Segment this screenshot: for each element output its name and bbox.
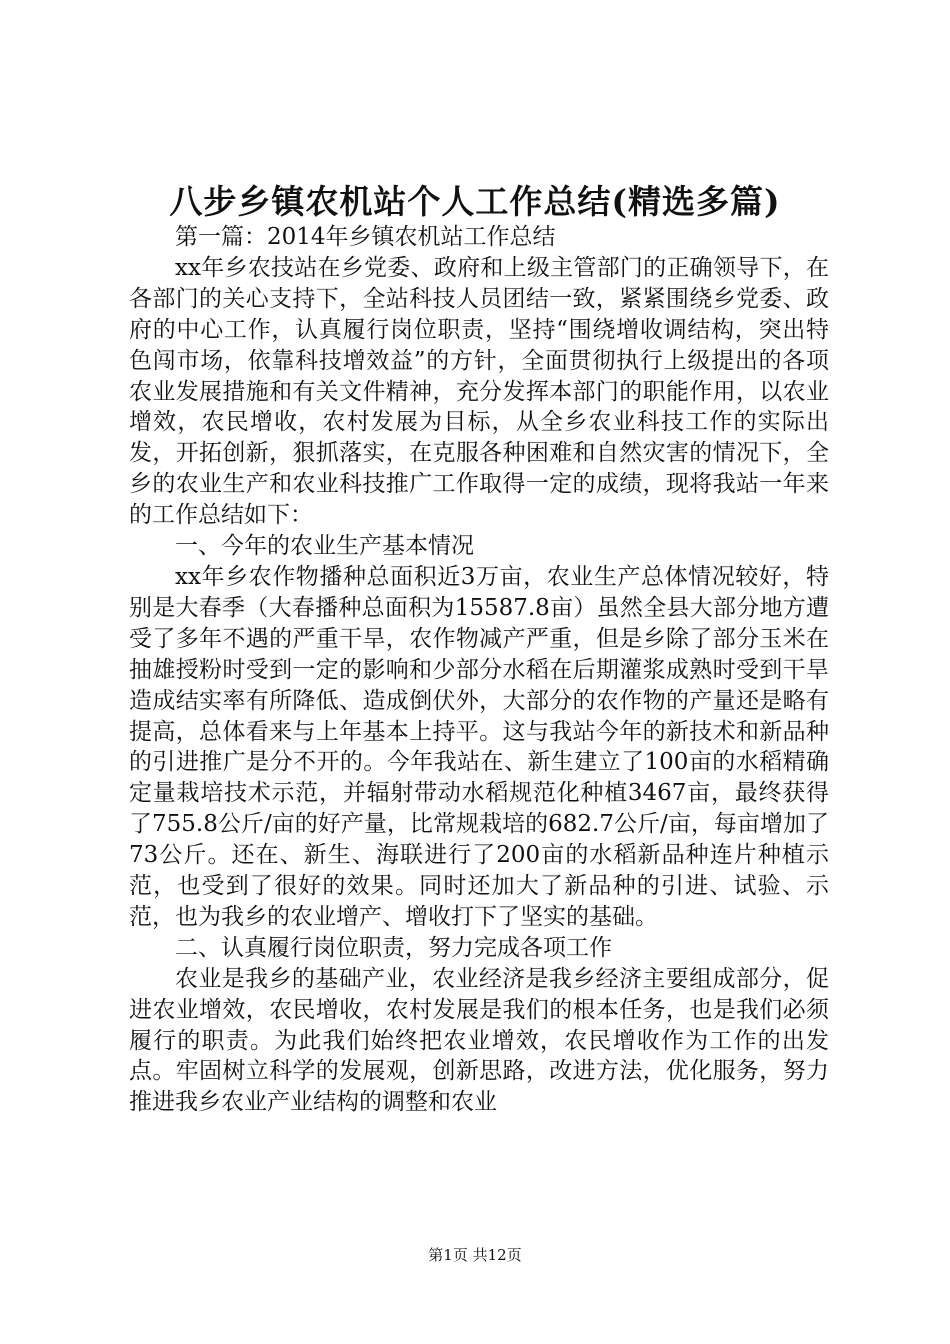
body-paragraph-agriculture: 农业是我乡的基础产业，农业经济是我乡经济主要组成部分，促进农业增效，农民增收，农村发展是我们的根本任务，也是我们必须履行的职责。为此我们始终把农业增效，农民增收作为工作的出发点。牢固树立科学的发展观，创新思路，改进方法，优化服务，努力推进我乡农业产业结构的调整和农业 — [129, 965, 829, 1116]
body-paragraph-intro: xx年乡农技站在乡党委、政府和上级主管部门的正确领导下，在各部门的关心支持下，全站科技人员团结一致，紧紧围绕乡党委、政府的中心工作，认真履行岗位职责，坚持“围绕增收调结构，突出特色闯市场，依靠科技增效益”的方针，全面贯彻执行上级提出的各项农业发展措施和有关文件精神，充分发挥本部门的职能作用，以农业增效，农民增收，农村发展为目标，从全乡农业科技工作的实际出发，开拓创新，狠抓落实，在克服各种困难和自然灾害的情况下，全乡的农业生产和农业科技推广工作取得一定的成绩，现将我站一年来的工作总结如下： — [129, 254, 829, 529]
body-paragraph-production: xx年乡农作物播种总面积近3万亩，农业生产总体情况较好，特别是大春季（大春播种总面积为15587.8亩）虽然全县大部分地方遭受了多年不遇的严重干旱，农作物减产严重，但是乡除了部分玉米在抽雄授粉时受到一定的影响和少部分水稻在后期灌浆成熟时受到干旱造成结实率有所降低、造成倒伏外，大部分的农作物的产量还是略有提高，总体看来与上年基本上持平。这与我站今年的新技术和新品种的引进推广是分不开的。今年我站在、新生建立了100亩的水稻精确定量栽培技术示范，并辐射带动水稻规范化种植3467亩，最终获得了755.8公斤/亩的好产量，比常规栽培的682.7公斤/亩，每亩增加了73公斤。还在、新生、海联进行了200亩的水稻新品种连片种植示范，也受到了很好的效果。同时还加大了新品种的引进、试验、示范，也为我乡的农业增产、增收打下了坚实的基础。 — [129, 563, 829, 930]
section-heading-part-1: 第一篇：2014年乡镇农机站工作总结 — [175, 224, 556, 250]
page-footer: 第1页 共12页 — [428, 1246, 522, 1264]
document-body — [129, 222, 829, 1118]
document-title: 八步乡镇农机站个人工作总结(精选多篇) — [169, 182, 781, 221]
section-heading-basic-situation: 一、今年的农业生产基本情况 — [175, 533, 474, 560]
section-heading-duties: 二、认真履行岗位职责，努力完成各项工作 — [175, 934, 612, 961]
